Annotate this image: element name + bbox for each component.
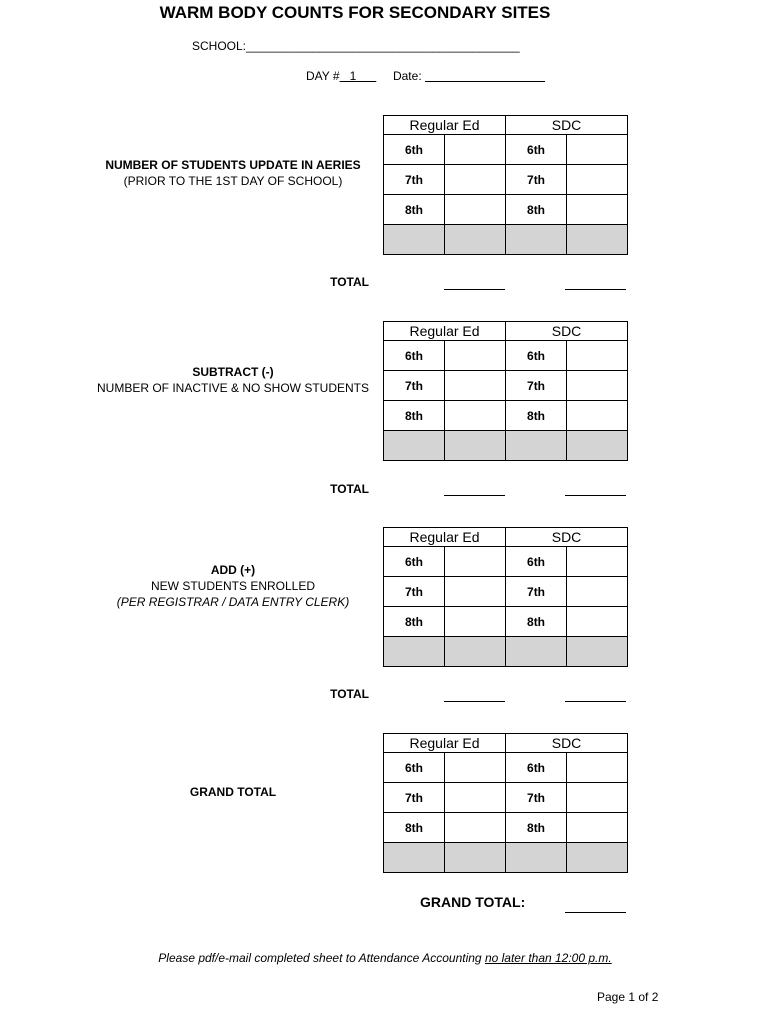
- shaded-cell: [567, 637, 628, 667]
- sdc-7th-input[interactable]: [567, 783, 628, 813]
- sdc-8th-input[interactable]: [567, 195, 628, 225]
- date-label: Date:: [392, 69, 422, 83]
- regular-ed-header: Regular Ed: [384, 322, 506, 341]
- regular-ed-7th-input[interactable]: [445, 783, 506, 813]
- sdc-header: SDC: [506, 528, 628, 547]
- shaded-cell: [445, 843, 506, 873]
- regular-ed-8th-input[interactable]: [445, 401, 506, 431]
- section-1-total-label: TOTAL: [330, 275, 369, 289]
- sdc-6th-input[interactable]: [567, 547, 628, 577]
- grade-label: 6th: [506, 341, 567, 371]
- grade-label: 8th: [506, 195, 567, 225]
- section-4-label: [83, 784, 383, 800]
- date-field[interactable]: [425, 69, 545, 83]
- section-3-label: [83, 562, 383, 610]
- regular-ed-6th-input[interactable]: [445, 341, 506, 371]
- grade-label: 6th: [506, 135, 567, 165]
- grade-label: 7th: [384, 783, 445, 813]
- regular-ed-6th-input[interactable]: [445, 547, 506, 577]
- section-1-table: [383, 115, 628, 255]
- section-1-line1: NUMBER OF STUDENTS UPDATE IN AERIES: [105, 158, 361, 172]
- sdc-6th-input[interactable]: [567, 135, 628, 165]
- shaded-cell: [445, 431, 506, 461]
- grand-total-label: GRAND TOTAL:: [420, 894, 526, 910]
- grade-label: 6th: [384, 135, 445, 165]
- grade-label: 6th: [384, 341, 445, 371]
- shaded-cell: [445, 637, 506, 667]
- day-label: DAY #: [306, 69, 340, 83]
- section-3-line2: NEW STUDENTS ENROLLED: [150, 579, 316, 593]
- shaded-cell: [567, 843, 628, 873]
- section-1-regular-ed-total[interactable]: [444, 289, 505, 290]
- section-3-line3: (PER REGISTRAR / DATA ENTRY CLERK): [116, 595, 350, 609]
- sdc-header: SDC: [506, 734, 628, 753]
- grade-label: 8th: [506, 607, 567, 637]
- sdc-header: SDC: [506, 116, 628, 135]
- shaded-cell: [506, 431, 567, 461]
- grade-label: 6th: [384, 547, 445, 577]
- section-4-line1: GRAND TOTAL: [189, 785, 277, 799]
- regular-ed-6th-input[interactable]: [445, 753, 506, 783]
- section-2-line1: SUBTRACT (-): [192, 365, 274, 379]
- regular-ed-header: Regular Ed: [384, 734, 506, 753]
- section-2-table: [383, 321, 628, 461]
- sdc-7th-input[interactable]: [567, 577, 628, 607]
- regular-ed-7th-input[interactable]: [445, 165, 506, 195]
- footer-deadline: no later than 12:00 p.m.: [484, 951, 612, 965]
- grade-label: 7th: [506, 783, 567, 813]
- section-2-label: [83, 364, 383, 396]
- regular-ed-8th-input[interactable]: [445, 813, 506, 843]
- grade-label: 7th: [506, 577, 567, 607]
- section-3-line1: ADD (+): [210, 563, 256, 577]
- regular-ed-7th-input[interactable]: [445, 577, 506, 607]
- grade-label: 7th: [506, 165, 567, 195]
- section-2-total-label: TOTAL: [330, 482, 369, 496]
- regular-ed-8th-input[interactable]: [445, 607, 506, 637]
- shaded-cell: [567, 225, 628, 255]
- sdc-7th-input[interactable]: [567, 165, 628, 195]
- shaded-cell: [384, 225, 445, 255]
- day-value[interactable]: 1: [349, 69, 357, 83]
- regular-ed-header: Regular Ed: [384, 116, 506, 135]
- shaded-cell: [445, 225, 506, 255]
- grade-label: 7th: [506, 371, 567, 401]
- sdc-8th-input[interactable]: [567, 813, 628, 843]
- page-number: Page 1 of 2: [597, 990, 659, 1004]
- grade-label: 8th: [384, 195, 445, 225]
- regular-ed-header: Regular Ed: [384, 528, 506, 547]
- grade-label: 8th: [506, 401, 567, 431]
- grade-label: 6th: [506, 547, 567, 577]
- grade-label: 6th: [506, 753, 567, 783]
- shaded-cell: [384, 431, 445, 461]
- day-date-line: [306, 69, 545, 83]
- sdc-6th-input[interactable]: [567, 341, 628, 371]
- section-3-sdc-total[interactable]: [565, 701, 626, 702]
- shaded-cell: [384, 637, 445, 667]
- section-2-line2: NUMBER OF INACTIVE & NO SHOW STUDENTS: [96, 381, 369, 395]
- footer-text: Please pdf/e-mail completed sheet to Attendance Accounting: [158, 951, 485, 965]
- section-3-table: [383, 527, 628, 667]
- grade-label: 7th: [384, 577, 445, 607]
- sdc-8th-input[interactable]: [567, 607, 628, 637]
- sdc-8th-input[interactable]: [567, 401, 628, 431]
- section-4-table: [383, 733, 628, 873]
- shaded-cell: [506, 843, 567, 873]
- section-3-regular-ed-total[interactable]: [444, 701, 505, 702]
- section-2-sdc-total[interactable]: [565, 495, 626, 496]
- grade-label: 8th: [506, 813, 567, 843]
- footer-instructions: [0, 951, 770, 965]
- regular-ed-8th-input[interactable]: [445, 195, 506, 225]
- grade-label: 6th: [384, 753, 445, 783]
- regular-ed-7th-input[interactable]: [445, 371, 506, 401]
- page-title: WARM BODY COUNTS FOR SECONDARY SITES: [159, 3, 551, 22]
- grade-label: 8th: [384, 607, 445, 637]
- grade-label: 8th: [384, 401, 445, 431]
- sdc-header: SDC: [506, 322, 628, 341]
- grade-label: 8th: [384, 813, 445, 843]
- section-3-total-label: TOTAL: [330, 687, 369, 701]
- shaded-cell: [384, 843, 445, 873]
- sdc-6th-input[interactable]: [567, 753, 628, 783]
- shaded-cell: [567, 431, 628, 461]
- shaded-cell: [506, 637, 567, 667]
- grade-label: 7th: [384, 165, 445, 195]
- grade-label: 7th: [384, 371, 445, 401]
- section-1-sdc-total[interactable]: [565, 289, 626, 290]
- sdc-7th-input[interactable]: [567, 371, 628, 401]
- school-field[interactable]: SCHOOL:_________________________________________: [192, 39, 520, 53]
- regular-ed-6th-input[interactable]: [445, 135, 506, 165]
- grand-total-field[interactable]: [565, 912, 626, 913]
- section-2-regular-ed-total[interactable]: [444, 495, 505, 496]
- section-1-label: [83, 157, 383, 189]
- section-1-line2: (PRIOR TO THE 1ST DAY OF SCHOOL): [123, 174, 343, 188]
- shaded-cell: [506, 225, 567, 255]
